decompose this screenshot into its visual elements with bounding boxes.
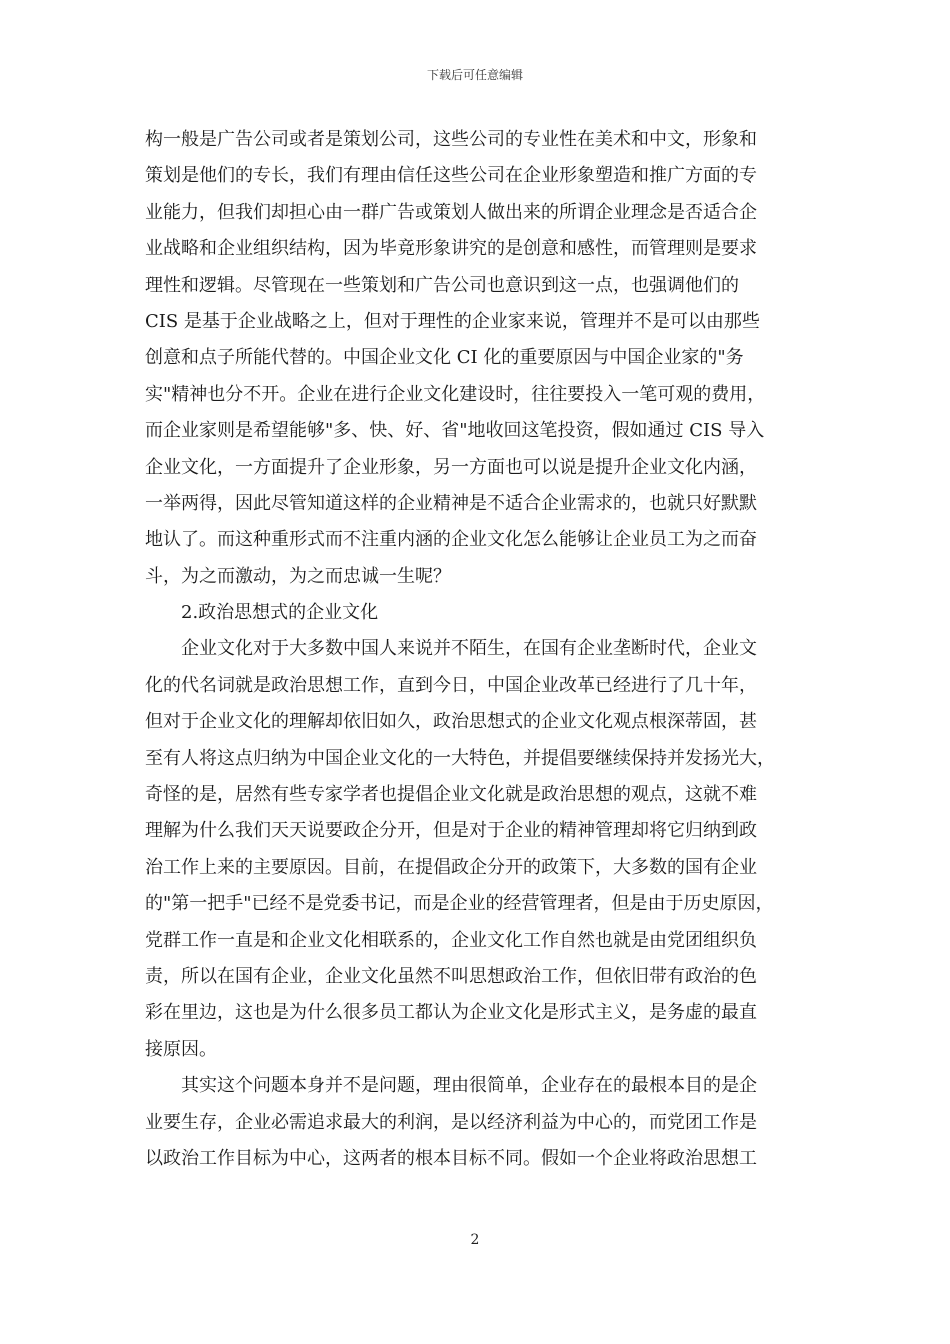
text-line: 党群工作一直是和企业文化相联系的，企业文化工作自然也就是由党团组织负 <box>145 929 757 951</box>
text-line: 策划是他们的专长，我们有理由信任这些公司在企业形象塑造和推广方面的专 <box>145 165 757 187</box>
text-line: 彩在里边，这也是为什么很多员工都认为企业文化是形式主义，是务虚的最直 <box>145 1002 757 1024</box>
text-line: 接原因。 <box>145 1038 217 1060</box>
text-line: 理性和逻辑。尽管现在一些策划和广告公司也意识到这一点，也强调他们的 <box>145 274 739 296</box>
page-number: 2 <box>470 1232 480 1248</box>
text-line: 构一般是广告公司或者是策划公司，这些公司的专业性在美术和中文，形象和 <box>145 129 757 150</box>
page-header: 下载后可任意编辑 <box>426 68 523 82</box>
paragraph-2 <box>145 631 815 1068</box>
text-line: 的"第一把手"已经不是党委书记，而是企业的经营管理者，但是由于历史原因， <box>145 893 774 915</box>
text-line: 业战略和企业组织结构，因为毕竟形象讲究的是创意和感性，而管理则是要求 <box>145 238 757 260</box>
text-line: 以政治工作目标为中心，这两者的根本目标不同。假如一个企业将政治思想工 <box>145 1147 757 1169</box>
text-line: 而企业家则是希望能够"多、快、好、省"地收回这笔投资，假如通过 CIS 导入 <box>145 420 765 442</box>
text-line: 企业文化对于大多数中国人来说并不陌生，在国有企业垄断时代，企业文 <box>181 638 757 660</box>
text-line: 但对于企业文化的理解却依旧如久，政治思想式的企业文化观点根深蒂固，甚 <box>145 711 757 733</box>
paragraph-1 <box>145 122 815 595</box>
text-line: CIS 是基于企业战略之上，但对于理性的企业家来说，管理并不是可以由那些 <box>145 310 760 332</box>
text-line: 一举两得，因此尽管知道这样的企业精神是不适合企业需求的，也就只好默默 <box>145 492 757 514</box>
text-line: 业要生存，企业必需追求最大的利润，是以经济利益为中心的，而党团工作是 <box>145 1111 757 1133</box>
text-line: 责，所以在国有企业，企业文化虽然不叫思想政治工作，但依旧带有政治的色 <box>145 965 757 987</box>
text-line: 实"精神也分不开。企业在进行企业文化建设时，往往要投入一笔可观的费用， <box>145 383 766 405</box>
text-line: 治工作上来的主要原因。目前，在提倡政企分开的政策下，大多数的国有企业 <box>145 856 757 878</box>
text-line: 其实这个问题本身并不是问题，理由很简单，企业存在的最根本目的是企 <box>181 1075 757 1097</box>
text-line: 斗，为之而激动，为之而忠诚一生呢？ <box>145 565 451 587</box>
document-body <box>145 122 815 1177</box>
text-line: 创意和点子所能代替的。中国企业文化 CI 化的重要原因与中国企业家的"务 <box>145 347 744 369</box>
text-line: 企业文化，一方面提升了企业形象，另一方面也可以说是提升企业文化内涵， <box>145 456 757 478</box>
text-line: 奇怪的是，居然有些专家学者也提倡企业文化就是政治思想的观点，这就不难 <box>145 784 757 806</box>
section-heading: 2.政治思想式的企业文化 <box>181 602 379 624</box>
text-line: 至有人将这点归纳为中国企业文化的一大特色，并提倡要继续保持并发扬光大， <box>145 747 775 769</box>
text-line: 理解为什么我们天天说要政企分开，但是对于企业的精神管理却将它归纳到政 <box>145 820 757 842</box>
text-line: 业能力，但我们却担心由一群广告或策划人做出来的所谓企业理念是否适合企 <box>145 201 757 223</box>
text-line: 化的代名词就是政治思想工作，直到今日，中国企业改革已经进行了几十年， <box>145 674 757 696</box>
text-line: 地认了。而这种重形式而不注重内涵的企业文化怎么能够让企业员工为之而奋 <box>145 529 757 551</box>
paragraph-3 <box>145 1068 815 1177</box>
